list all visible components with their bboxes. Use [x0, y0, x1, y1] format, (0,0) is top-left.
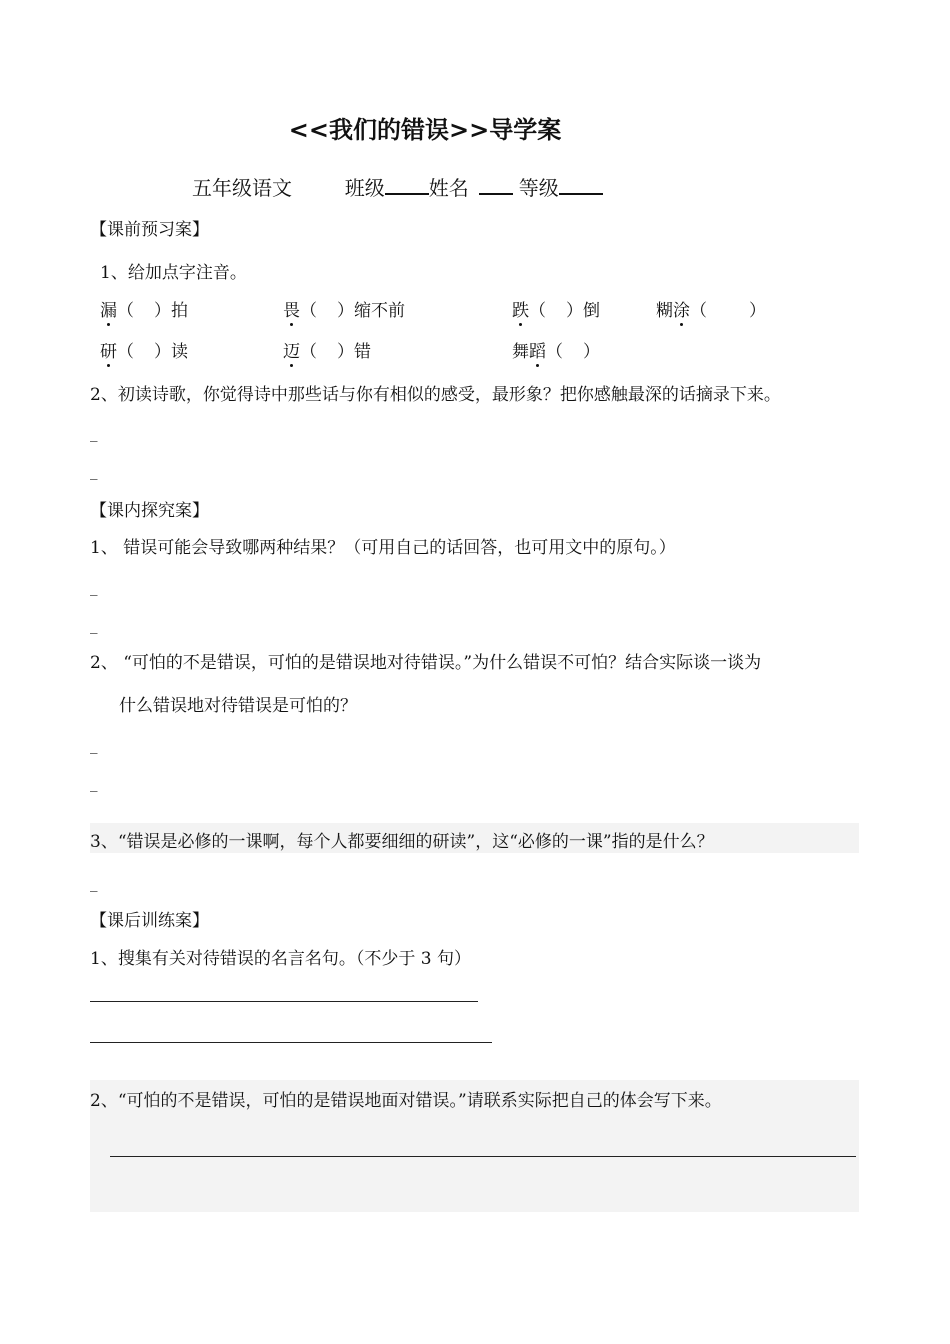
answer-line[interactable] [90, 1042, 492, 1043]
answer-blank-mark[interactable]: _ [90, 874, 98, 892]
practice-question-2: 2、“可怕的不是错误，可怕的是错误地面对错误。”请联系实际把自己的体会写下来。 [90, 1091, 722, 1111]
pinyin-item: 迈（ ）错 [283, 337, 371, 362]
answer-blank-mark[interactable]: _ [90, 424, 98, 442]
dotted-char: 跌 [512, 296, 529, 321]
explore-question-2-cont: 什么错误地对待错误是可怕的？ [119, 696, 357, 716]
pinyin-item: 糊涂（ ） [656, 296, 766, 321]
dotted-char: 畏 [283, 296, 300, 321]
answer-blank-mark[interactable]: _ [90, 774, 98, 792]
name-blank[interactable] [479, 173, 513, 195]
answer-blank-mark[interactable]: _ [90, 616, 98, 634]
dotted-char: 研 [100, 337, 117, 362]
section-preview-header: 【课前预习案】 [90, 220, 209, 240]
subject-label: 五年级语文 [192, 176, 292, 200]
pinyin-item: 漏（ ）拍 [100, 296, 188, 321]
pinyin-item: 跌（ ）倒 [512, 296, 600, 321]
class-label: 班级 [344, 176, 385, 200]
dotted-char: 蹈 [529, 337, 546, 362]
explore-question-2: 2、 “可怕的不是错误，可怕的是错误地对待错误。”为什么错误不可怕？结合实际谈一谈为 [90, 653, 762, 673]
answer-line[interactable] [90, 1001, 478, 1002]
explore-question-1: 1、 错误可能会导致哪两种结果？（可用自己的话回答，也可用文中的原句。） [90, 538, 676, 558]
dotted-char: 涂 [673, 296, 690, 321]
pinyin-item: 研（ ）读 [100, 337, 188, 362]
student-info-line [192, 172, 603, 201]
preview-question-1: 1、给加点字注音。 [100, 263, 247, 283]
explore-question-3: 3、“错误是必修的一课啊，每个人都要细细的研读”，这“必修的一课”指的是什么？ [90, 832, 714, 852]
dotted-char: 迈 [283, 337, 300, 362]
name-label: 姓名 [428, 176, 469, 200]
grade-label: 等级 [518, 176, 559, 200]
grade-blank[interactable] [559, 173, 603, 195]
section-practice-header: 【课后训练案】 [90, 911, 209, 931]
answer-line[interactable] [110, 1156, 856, 1157]
class-blank[interactable] [385, 173, 429, 195]
practice-question-1: 1、搜集有关对待错误的名言名句。（不少于 3 句） [90, 949, 471, 969]
dotted-char: 漏 [100, 296, 117, 321]
pinyin-item: 舞蹈（ ） [512, 337, 600, 362]
pinyin-item: 畏（ ）缩不前 [283, 296, 405, 321]
answer-blank-mark[interactable]: _ [90, 462, 98, 480]
answer-blank-mark[interactable]: _ [90, 736, 98, 754]
page-title: <<我们的错误>>导学案 [288, 116, 562, 144]
answer-blank-mark[interactable]: _ [90, 578, 98, 596]
preview-question-2: 2、初读诗歌，你觉得诗中那些话与你有相似的感受，最形象？把你感触最深的话摘录下来。 [90, 385, 781, 405]
section-explore-header: 【课内探究案】 [90, 501, 209, 521]
